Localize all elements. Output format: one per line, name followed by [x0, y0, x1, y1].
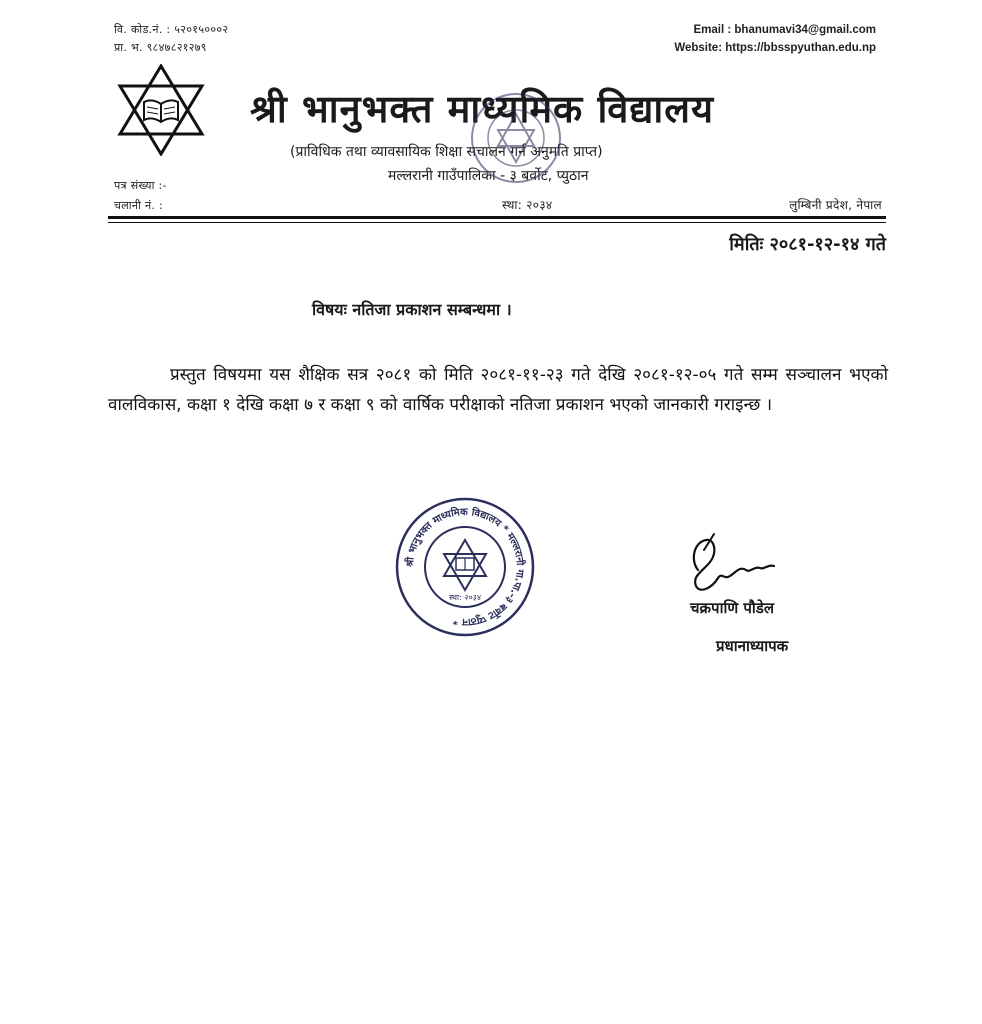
letter-body: प्रस्तुत विषयमा यस शैक्षिक सत्र २०८१ को मिति २०८१-११-२३ गते देखि २०८१-१२-०५ गते सम्म सञ्चालन भएको वालविकास, कक्षा १ देखि कक्षा ७ र कक्षा ९ को वार्षिक परीक्षाको नतिजा प्रकाशन भएको जानकारी गराइन्छ ।: [108, 365, 888, 415]
province-text: लुम्बिनी प्रदेश, नेपाल: [789, 198, 882, 212]
established-text: स्था: २०३४: [502, 198, 553, 212]
letter-subject: विषयः नतिजा प्रकाशन सम्बन्धमा ।: [312, 300, 512, 319]
letter-date: मितिः २०८१-१२-१४ गते: [729, 234, 886, 255]
website-text: Website: https://bbsspyuthan.edu.np: [674, 42, 876, 54]
school-name: श्री भानुभक्त माध्यमिक विद्यालय: [250, 87, 715, 131]
signatory-title: प्रधानाध्यापक: [716, 637, 789, 655]
official-stamp: [394, 496, 536, 642]
dispatch-number-label: चलानी नं. :: [114, 199, 163, 212]
school-logo: [116, 64, 206, 160]
email-text: Email : bhanumavi34@gmail.com: [693, 24, 876, 36]
header-divider-thin: [108, 222, 886, 223]
signature-scribble: [684, 530, 794, 604]
header-stamp: [468, 90, 564, 190]
school-code: वि. कोड.नं. : ५२०१५०००२: [114, 23, 229, 36]
stamp-ring-text: श्री भानुभक्त माध्यमिक विद्यालय * मल्लरानी गा.पा.-३ बर्वोट प्युठान *: [404, 506, 526, 628]
signatory-name: चक्रपाणि पौडेल: [690, 599, 775, 617]
pan-number: प्रा. भ. ९८४७८२१२७९: [114, 41, 207, 54]
school-subtitle: (प्राविधिक तथा व्यावसायिक शिक्षा सचालन गर्न अनुमति प्राप्त): [290, 144, 603, 160]
school-address: मल्लरानी गाउँपालिका - ३ बर्वोट, प्युठान: [388, 168, 589, 184]
letter-number-label: पत्र संख्या :-: [114, 179, 167, 192]
stamp-center-text: स्था: २०३४: [448, 593, 482, 602]
header-divider-thick: [108, 216, 886, 219]
